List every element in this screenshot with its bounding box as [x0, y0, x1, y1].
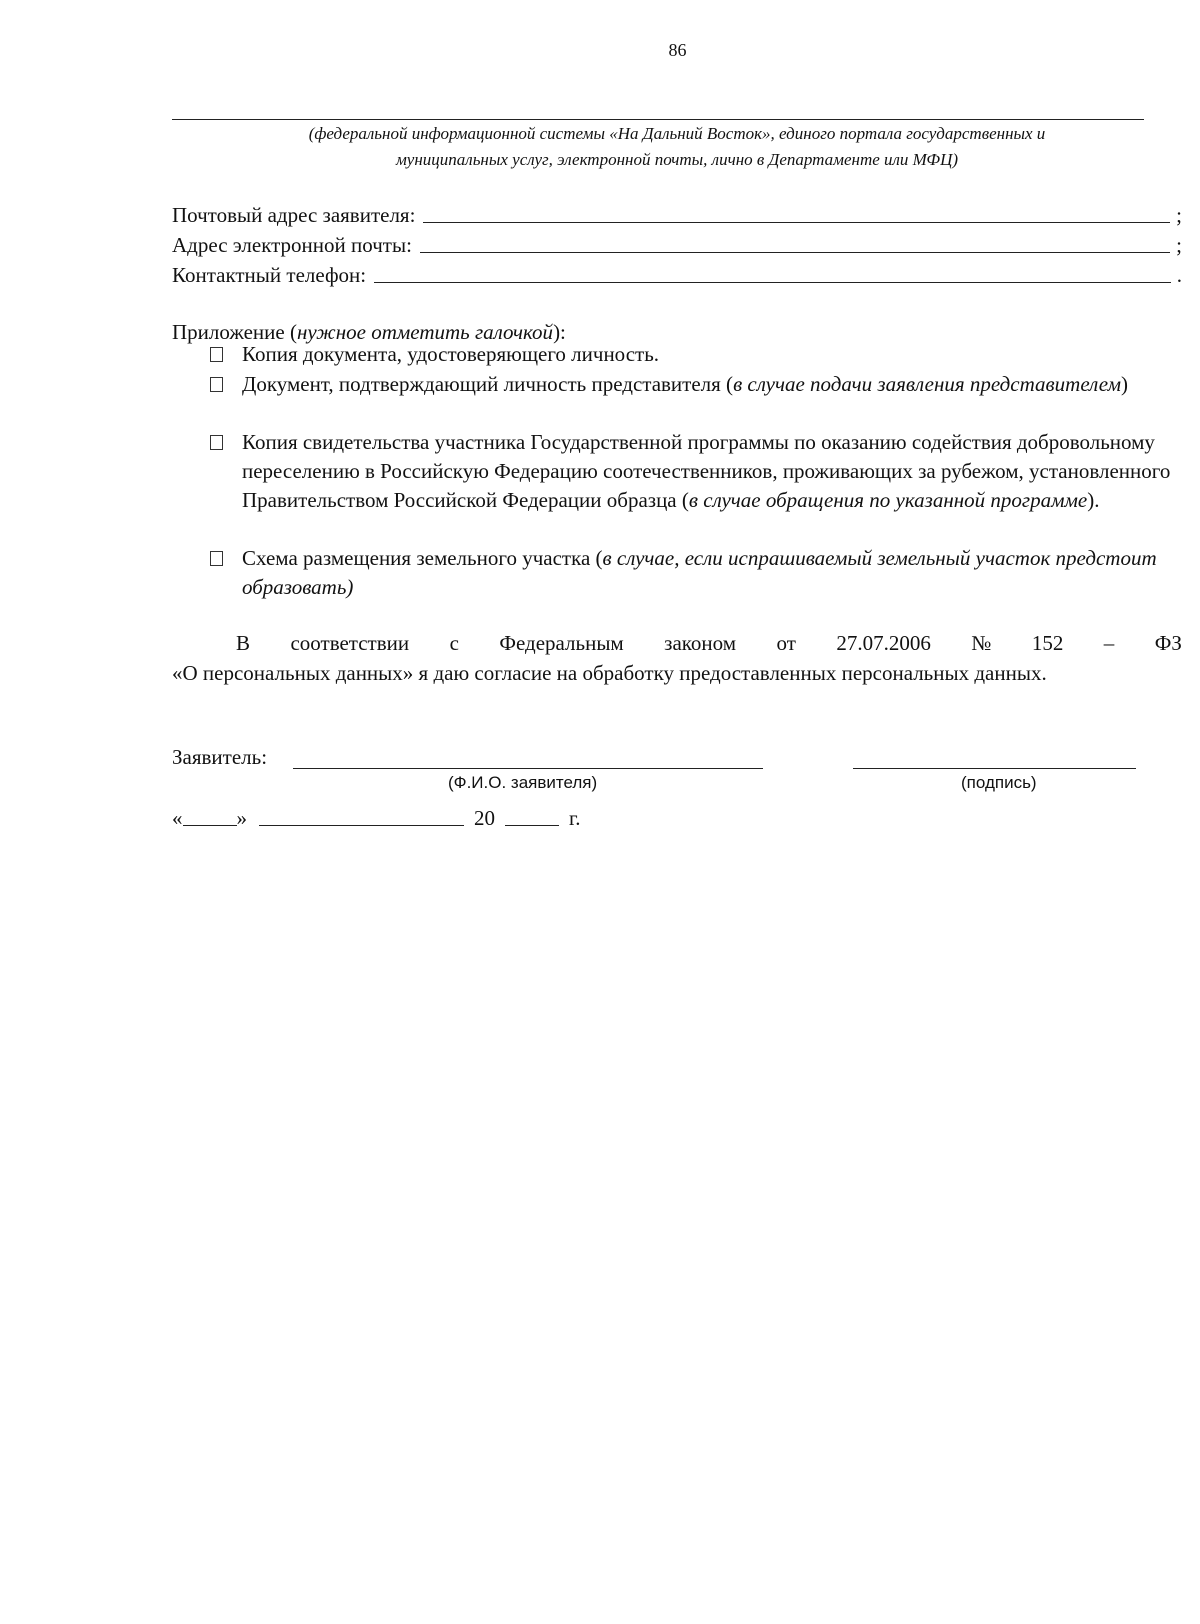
phone-label: Контактный телефон: [172, 263, 367, 287]
postal-address-field[interactable] [423, 221, 1170, 223]
phone-field[interactable] [374, 281, 1171, 283]
year-suffix: г. [569, 806, 581, 830]
postal-address-label: Почтовый адрес заявителя: [172, 203, 416, 227]
signature-caption: (подпись) [961, 773, 1037, 792]
email-end: ; [1176, 233, 1182, 257]
appendix-title: Приложение (нужное отметить галочкой): [172, 320, 566, 344]
consent-rest: «О персональных данных» я даю согласие на обработку предоставленных персональных данных. [172, 661, 1047, 685]
email-label: Адрес электронной почты: [172, 233, 412, 257]
page-number: 86 [668, 40, 687, 60]
day-field[interactable] [183, 824, 237, 826]
applicant-name-caption: (Ф.И.О. заявителя) [448, 773, 598, 792]
personal-data-consent [172, 628, 1182, 688]
checkbox[interactable] [210, 551, 223, 566]
submission-method-caption-line1: (федеральной информационной системы «На Дальний Восток», единого портала государственных и [308, 124, 1046, 143]
phone-end: . [1176, 263, 1182, 287]
year-field[interactable] [505, 824, 559, 826]
day-open-quote: « [172, 806, 183, 830]
submission-method-line [172, 119, 1144, 120]
signature-field[interactable] [853, 768, 1136, 769]
year-prefix: 20 [474, 806, 495, 830]
date-row [172, 806, 581, 831]
checkbox[interactable] [210, 435, 223, 450]
phone-row [172, 258, 1182, 288]
email-field[interactable] [420, 251, 1170, 253]
appendix-hint: нужное отметить галочкой [296, 320, 554, 344]
postal-address-end: ; [1176, 203, 1182, 227]
submission-method-caption-line2: муниципальных услуг, электронной почты, лично в Департаменте или МФЦ) [395, 150, 959, 169]
checkbox[interactable] [210, 347, 223, 362]
day-close-quote: » [236, 806, 247, 830]
postal-address-row [172, 198, 1182, 228]
applicant-name-field[interactable] [293, 768, 763, 769]
month-field[interactable] [259, 824, 464, 826]
email-row [172, 228, 1182, 258]
applicant-row [172, 745, 267, 770]
consent-first-line: В соответствии с Федеральным законом от 27.07.2006 № 152 – ФЗ [236, 631, 1182, 655]
applicant-label: Заявитель: [172, 745, 268, 769]
checkbox[interactable] [210, 377, 223, 392]
